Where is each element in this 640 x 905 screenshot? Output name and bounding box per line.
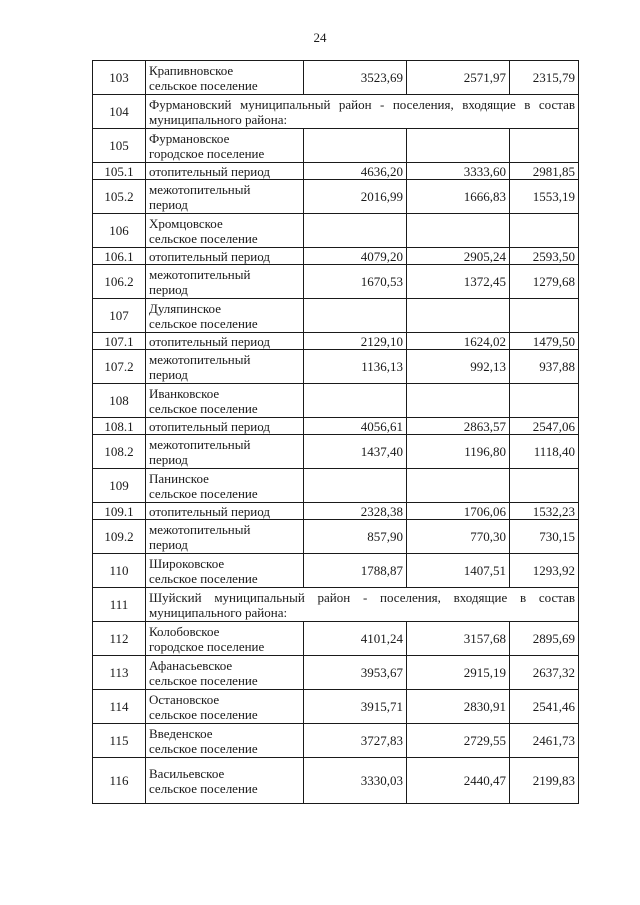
table-row: [93, 469, 579, 503]
table-row: [93, 724, 579, 758]
table-row: [93, 248, 579, 265]
row-number: 111: [93, 588, 146, 622]
value-col-1: [304, 129, 407, 163]
table-row: [93, 554, 579, 588]
settlement-name: межотопительный период: [146, 520, 304, 554]
value-col-2: 2905,24: [407, 248, 510, 265]
value-col-1: 1670,53: [304, 265, 407, 299]
row-number: 106.1: [93, 248, 146, 265]
tariff-table: [92, 60, 579, 804]
row-number: 108.2: [93, 435, 146, 469]
row-number: 113: [93, 656, 146, 690]
value-col-2: 1706,06: [407, 503, 510, 520]
district-heading: Шуйский муниципальный район - поселения, входящие в состав муниципального района:: [146, 588, 579, 622]
value-col-3: 1293,92: [510, 554, 579, 588]
settlement-name: отопительный период: [146, 503, 304, 520]
row-number: 108: [93, 384, 146, 418]
value-col-3: 937,88: [510, 350, 579, 384]
value-col-2: 1407,51: [407, 554, 510, 588]
value-col-1: 3953,67: [304, 656, 407, 690]
value-col-1: 1136,13: [304, 350, 407, 384]
value-col-3: [510, 469, 579, 503]
value-col-1: [304, 384, 407, 418]
value-col-3: 730,15: [510, 520, 579, 554]
settlement-name: отопительный период: [146, 163, 304, 180]
settlement-name: Остановское сельское поселение: [146, 690, 304, 724]
value-col-2: [407, 214, 510, 248]
table-row: [93, 214, 579, 248]
settlement-name: межотопительный период: [146, 435, 304, 469]
value-col-2: [407, 384, 510, 418]
settlement-name: Панинское сельское поселение: [146, 469, 304, 503]
value-col-3: [510, 299, 579, 333]
row-number: 112: [93, 622, 146, 656]
value-col-3: [510, 214, 579, 248]
district-heading: Фурмановский муниципальный район - поселения, входящие в состав муниципального района:: [146, 95, 579, 129]
value-col-2: 2830,91: [407, 690, 510, 724]
settlement-name: Введенское сельское поселение: [146, 724, 304, 758]
value-col-2: 3333,60: [407, 163, 510, 180]
value-col-3: 2981,85: [510, 163, 579, 180]
settlement-name: Фурмановское городское поселение: [146, 129, 304, 163]
value-col-1: [304, 214, 407, 248]
value-col-1: 4056,61: [304, 418, 407, 435]
value-col-3: 2593,50: [510, 248, 579, 265]
value-col-1: [304, 299, 407, 333]
row-number: 104: [93, 95, 146, 129]
row-number: 105.2: [93, 180, 146, 214]
value-col-2: 2440,47: [407, 758, 510, 804]
value-col-2: 2571,97: [407, 61, 510, 95]
value-col-1: 4101,24: [304, 622, 407, 656]
row-number: 108.1: [93, 418, 146, 435]
value-col-2: 1666,83: [407, 180, 510, 214]
row-number: 109: [93, 469, 146, 503]
value-col-3: 2547,06: [510, 418, 579, 435]
value-col-2: 1196,80: [407, 435, 510, 469]
settlement-name: Колобовское городское поселение: [146, 622, 304, 656]
settlement-name: Широковское сельское поселение: [146, 554, 304, 588]
tariff-table-body: [93, 61, 579, 804]
value-col-3: 1118,40: [510, 435, 579, 469]
settlement-name: Хромцовское сельское поселение: [146, 214, 304, 248]
table-row: [93, 758, 579, 804]
table-row: [93, 656, 579, 690]
value-col-3: 2895,69: [510, 622, 579, 656]
value-col-3: 2199,83: [510, 758, 579, 804]
table-row: [93, 384, 579, 418]
table-row: [93, 163, 579, 180]
table-row: [93, 503, 579, 520]
value-col-2: 3157,68: [407, 622, 510, 656]
value-col-1: [304, 469, 407, 503]
value-col-2: 1372,45: [407, 265, 510, 299]
value-col-2: 2729,55: [407, 724, 510, 758]
value-col-1: 4079,20: [304, 248, 407, 265]
value-col-3: 1479,50: [510, 333, 579, 350]
value-col-1: 1788,87: [304, 554, 407, 588]
page-number: 24: [313, 30, 327, 45]
settlement-name: Иванковское сельское поселение: [146, 384, 304, 418]
value-col-1: 3727,83: [304, 724, 407, 758]
value-col-3: 1279,68: [510, 265, 579, 299]
row-number: 103: [93, 61, 146, 95]
value-col-3: 2315,79: [510, 61, 579, 95]
value-col-1: 3915,71: [304, 690, 407, 724]
value-col-2: [407, 299, 510, 333]
value-col-1: 2016,99: [304, 180, 407, 214]
table-row: [93, 418, 579, 435]
settlement-name: Афанасьевское сельское поселение: [146, 656, 304, 690]
settlement-name: отопительный период: [146, 333, 304, 350]
value-col-3: 1553,19: [510, 180, 579, 214]
settlement-name: межотопительный период: [146, 180, 304, 214]
value-col-3: 1532,23: [510, 503, 579, 520]
settlement-name: межотопительный период: [146, 350, 304, 384]
value-col-2: [407, 469, 510, 503]
table-row: [93, 129, 579, 163]
value-col-2: 1624,02: [407, 333, 510, 350]
table-row: [93, 690, 579, 724]
table-row: [93, 622, 579, 656]
settlement-name: межотопительный период: [146, 265, 304, 299]
table-row: [93, 95, 579, 129]
row-number: 106: [93, 214, 146, 248]
value-col-2: 992,13: [407, 350, 510, 384]
settlement-name: Дуляпинское сельское поселение: [146, 299, 304, 333]
value-col-1: 857,90: [304, 520, 407, 554]
value-col-1: 3523,69: [304, 61, 407, 95]
value-col-3: [510, 384, 579, 418]
row-number: 107.1: [93, 333, 146, 350]
row-number: 106.2: [93, 265, 146, 299]
row-number: 107: [93, 299, 146, 333]
row-number: 115: [93, 724, 146, 758]
table-row: [93, 299, 579, 333]
settlement-name: отопительный период: [146, 418, 304, 435]
settlement-name: отопительный период: [146, 248, 304, 265]
row-number: 109.2: [93, 520, 146, 554]
value-col-3: 2637,32: [510, 656, 579, 690]
row-number: 116: [93, 758, 146, 804]
value-col-1: 2129,10: [304, 333, 407, 350]
value-col-3: 2541,46: [510, 690, 579, 724]
row-number: 114: [93, 690, 146, 724]
value-col-1: 1437,40: [304, 435, 407, 469]
settlement-name: Крапивновское сельское поселение: [146, 61, 304, 95]
table-row: [93, 265, 579, 299]
row-number: 110: [93, 554, 146, 588]
value-col-2: 2915,19: [407, 656, 510, 690]
value-col-2: 770,30: [407, 520, 510, 554]
table-row: [93, 588, 579, 622]
row-number: 107.2: [93, 350, 146, 384]
row-number: 105: [93, 129, 146, 163]
value-col-1: 4636,20: [304, 163, 407, 180]
value-col-2: 2863,57: [407, 418, 510, 435]
row-number: 109.1: [93, 503, 146, 520]
table-row: [93, 333, 579, 350]
value-col-1: 2328,38: [304, 503, 407, 520]
row-number: 105.1: [93, 163, 146, 180]
table-row: [93, 61, 579, 95]
table-row: [93, 350, 579, 384]
value-col-1: 3330,03: [304, 758, 407, 804]
value-col-2: [407, 129, 510, 163]
value-col-3: 2461,73: [510, 724, 579, 758]
table-row: [93, 180, 579, 214]
table-row: [93, 520, 579, 554]
settlement-name: Васильевское сельское поселение: [146, 758, 304, 804]
value-col-3: [510, 129, 579, 163]
table-row: [93, 435, 579, 469]
